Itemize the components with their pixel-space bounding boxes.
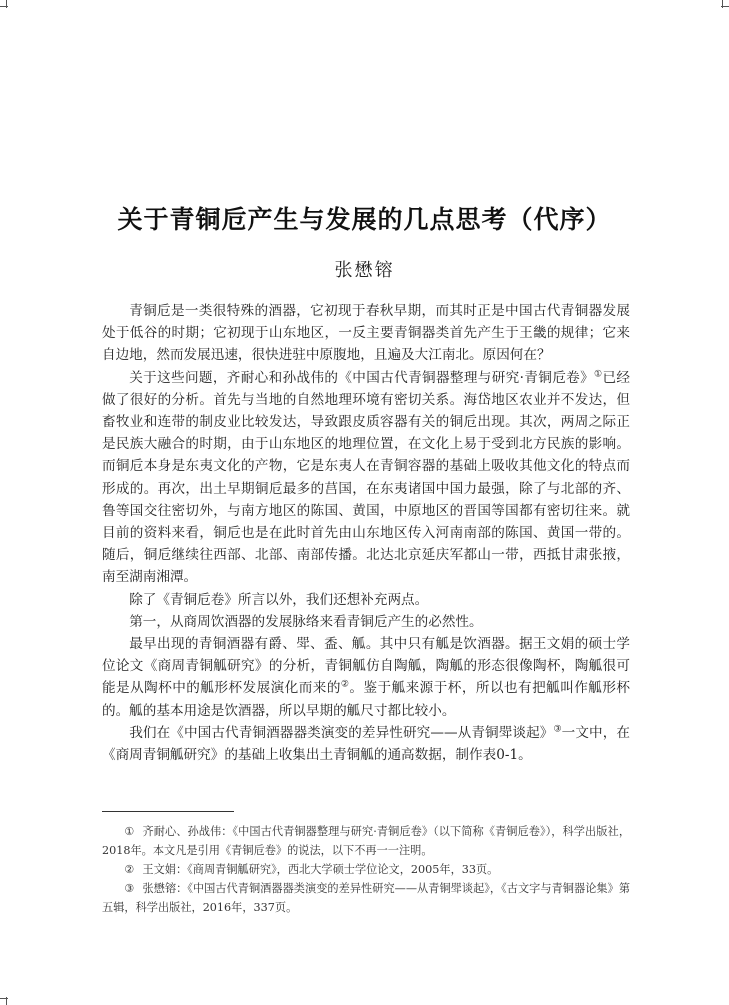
crop-mark xyxy=(722,0,723,8)
paragraph: 青铜卮是一类很特殊的酒器，它初现于春秋早期，而其时正是中国古代青铜器发展处于低谷的时期；它初现于山东地区，一反主要青铜器类首先产生于王畿的规律；它来自边地，然而发展迅速，很快进驻中原腹地，且遍及大江南北。原因何在？ xyxy=(102,303,630,364)
footnote-number: ① xyxy=(124,825,135,838)
footnote-ref[interactable]: ② xyxy=(340,679,350,690)
footnote-divider xyxy=(102,811,234,812)
footnote-ref[interactable]: ③ xyxy=(553,724,562,735)
footnote: ③ 张懋镕：《中国古代青铜酒器器类演变的差异性研究——从青铜斝谈起》，《古文字与青铜器论集》第五辑，科学出版社，2016年，337页。 xyxy=(102,882,631,914)
paragraph: 第一，从商周饮酒器的发展脉络来看青铜卮产生的必然性。 xyxy=(129,613,483,630)
footnote-ref[interactable]: ① xyxy=(594,369,603,380)
paragraph: 我们在《中国古代青铜酒器器类演变的差异性研究——从青铜斝谈起》③一文中，在《商周青铜觚研究》的基础上收集出土青铜觚的通高数据，制作表0-1。 xyxy=(102,724,631,764)
author-name: 张懋镕 xyxy=(334,260,395,281)
footnote-number: ② xyxy=(124,863,135,876)
crop-mark xyxy=(6,997,7,1005)
footnote: ① 齐耐心、孙战伟：《中国古代青铜器整理与研究·青铜卮卷》（以下简称《青铜卮卷》），科学出版社，2018年。本文凡是引用《青铜卮卷》的说法，以下不再一一注明。 xyxy=(102,825,631,857)
page-title: 关于青铜卮产生与发展的几点思考（代序） xyxy=(117,205,612,234)
footnote-number: ③ xyxy=(124,882,135,895)
footnote: ② 王文娟：《商周青铜觚研究》，西北大学硕士学位论文，2005年，33页。 xyxy=(124,863,499,876)
paragraph: 关于这些问题，齐耐心和孙战伟的《中国古代青铜器整理与研究·青铜卮卷》①已经做了很好的分析。首先与当地的自然地理环境有密切关系。海岱地区农业并不发达，但畜牧业和连带的制皮业比较发达，导致跟皮质容器有关的铜卮出现。其次，两周之际正是民族大融合的时期，由于山东地区的地理位置，在文化上易于受到北方民族的影响。而铜卮本身是东夷文化的产物，它是东夷人在青铜容器的基础上吸收其他文化的特点而形成的。再次，出土早期铜卮最多的莒国，在东夷诸国中国力最强，除了与北部的齐、鲁等国交往密切外，与南方地区的陈国、黄国，中原地区的晋国等国都有密切往来。就目前的资料来看，铜卮也是在此时首先由山东地区传入河南南部的陈国、黄国一带的。随后，铜卮继续往西部、北部、南部传播。北达北京延庆军都山一带，西抵甘肃张掖，南至湖南湘潭。 xyxy=(102,369,630,586)
footnotes xyxy=(102,822,630,917)
crop-mark xyxy=(6,0,7,8)
paragraph: 除了《青铜卮卷》所言以外，我们还想补充两点。 xyxy=(129,591,429,608)
article-body xyxy=(102,300,630,766)
paragraph: 最早出现的青铜酒器有爵、斝、盉、觚。其中只有觚是饮酒器。据王文娟的硕士学位论文《商周青铜觚研究》的分析，青铜觚仿自陶觚，陶觚的形态很像陶杯，陶觚很可能是从陶杯中的觚形杯发展演化而来的②。鉴于觚来源于杯，所以也有把觚叫作觚形杯的。觚的基本用途是饮酒器，所以早期的觚尺寸都比较小。 xyxy=(102,636,631,719)
